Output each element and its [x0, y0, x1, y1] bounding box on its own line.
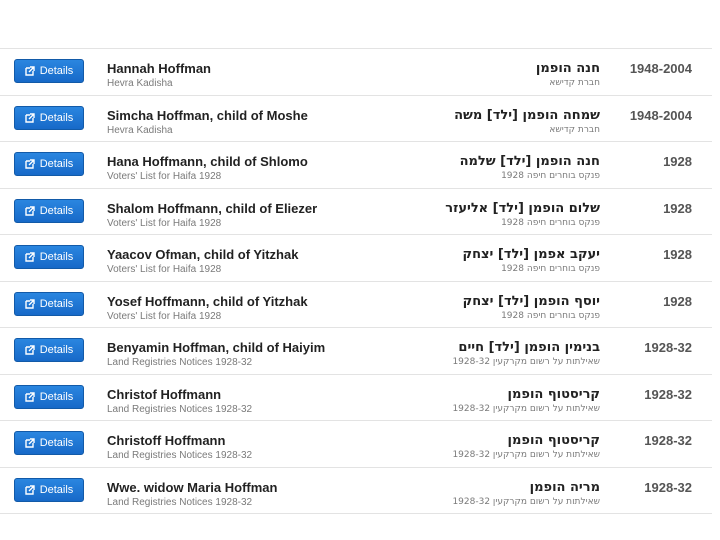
table-row: [0, 49, 712, 96]
record-years: 1928: [663, 154, 692, 169]
details-button[interactable]: [14, 292, 84, 316]
table-row: [0, 421, 712, 468]
record-name-english: Hana Hoffmann, child of Shlomo: [107, 154, 308, 169]
table-row: [0, 468, 712, 515]
details-label: Details: [39, 297, 74, 310]
record-name-hebrew: קריסטוף הופמן: [507, 386, 600, 402]
external-link-icon: [25, 485, 35, 495]
table-row: [0, 328, 712, 375]
record-source-hebrew: שאילתות על רשום מקרקעין 1928-32: [452, 450, 600, 460]
details-label: Details: [39, 65, 74, 77]
details-label: Details: [39, 251, 74, 263]
table-row: [0, 96, 712, 143]
record-name-english: Benyamin Hoffman, child of Haiyim: [107, 340, 326, 355]
external-link-icon: [25, 66, 35, 76]
external-link-icon: [25, 345, 35, 355]
record-years: 1928-32: [644, 479, 692, 495]
record-name-hebrew: שלום הופמן [ילד] אליעזר: [445, 200, 600, 216]
record-name-english: Wwe. widow Maria Hoffman: [107, 479, 278, 495]
record-years: 1928-32: [644, 433, 692, 448]
external-link-icon: [25, 438, 35, 448]
details-label: Details: [39, 437, 74, 449]
record-name-hebrew: בנימין הופמן [ילד] חיים: [458, 340, 600, 355]
details-label: Details: [39, 344, 74, 356]
details-button[interactable]: [14, 106, 84, 130]
record-name-english: Yaacov Ofman, child of Yitzhak: [107, 247, 299, 262]
record-source-english: Voters' List for Haifa 1928: [107, 217, 222, 229]
record-source-hebrew: שאילתות על רשום מקרקעין 1928-32: [452, 357, 600, 367]
record-source-hebrew: פנקס בוחרים חיפה 1928: [501, 217, 600, 228]
record-name-english: Hannah Hoffman: [107, 61, 211, 76]
record-source-english: Land Registries Notices 1928-32: [107, 357, 253, 368]
record-years: 1928-32: [644, 386, 692, 402]
details-label: Details: [39, 204, 74, 217]
record-name-hebrew: קריסטוף הופמן: [507, 433, 600, 448]
record-name-hebrew: יוסף הופמן [ילד] יצחק: [462, 293, 600, 309]
results-list: [0, 48, 712, 514]
table-row: [0, 235, 712, 282]
table-row: [0, 375, 712, 422]
table-row: [0, 189, 712, 236]
record-source-english: Voters' List for Haifa 1928: [107, 264, 222, 275]
record-source-english: Voters' List for Haifa 1928: [107, 171, 222, 182]
record-years: 1948-2004: [629, 107, 692, 123]
details-button[interactable]: [14, 245, 84, 269]
record-years: 1928: [663, 293, 692, 309]
record-source-english: Land Registries Notices 1928-32: [107, 403, 253, 415]
record-source-english: Hevra Kadisha: [107, 78, 173, 89]
record-source-hebrew: פנקס בוחרים חיפה 1928: [501, 310, 600, 321]
details-button[interactable]: [14, 338, 84, 362]
record-name-hebrew: חנה הופמן: [535, 61, 600, 76]
record-source-english: Voters' List for Haifa 1928: [107, 310, 222, 322]
external-link-icon: [25, 252, 35, 262]
record-years: 1928: [663, 247, 692, 262]
external-link-icon: [25, 113, 35, 123]
record-name-english: Yosef Hoffmann, child of Yitzhak: [107, 293, 308, 309]
record-source-english: Land Registries Notices 1928-32: [107, 450, 253, 461]
details-button[interactable]: [14, 199, 84, 223]
external-link-icon: [25, 159, 35, 169]
table-row: [0, 142, 712, 189]
record-source-hebrew: פנקס בוחרים חיפה 1928: [501, 171, 600, 181]
record-source-english: Land Registries Notices 1928-32: [107, 496, 253, 508]
record-years: 1928: [663, 200, 692, 216]
record-years: 1928-32: [644, 340, 692, 355]
record-source-hebrew: שאילתות על רשום מקרקעין 1928-32: [452, 496, 600, 507]
details-label: Details: [39, 483, 74, 496]
record-name-hebrew: שמחה הופמן [ילד] משה: [454, 107, 600, 123]
record-years: 1948-2004: [629, 61, 692, 76]
details-button[interactable]: [14, 152, 84, 176]
external-link-icon: [25, 392, 35, 402]
details-label: Details: [39, 158, 74, 170]
record-source-hebrew: חברת קדישא: [549, 78, 600, 88]
record-name-hebrew: מריה הופמן: [529, 479, 600, 495]
table-row: [0, 282, 712, 329]
details-label: Details: [39, 111, 74, 124]
record-source-english: Hevra Kadisha: [107, 124, 173, 136]
details-button[interactable]: [14, 478, 84, 502]
details-button[interactable]: [14, 431, 84, 455]
details-label: Details: [39, 390, 74, 403]
external-link-icon: [25, 299, 35, 309]
record-name-english: Shalom Hoffmann, child of Eliezer: [107, 200, 318, 216]
record-source-hebrew: שאילתות על רשום מקרקעין 1928-32: [452, 403, 600, 414]
details-button[interactable]: [14, 59, 84, 83]
record-name-hebrew: חנה הופמן [ילד] שלמה: [459, 154, 600, 169]
record-name-english: Christoff Hoffmann: [107, 433, 226, 448]
record-name-english: Christof Hoffmann: [107, 386, 222, 402]
details-button[interactable]: [14, 385, 84, 409]
external-link-icon: [25, 206, 35, 216]
record-source-hebrew: חברת קדישא: [549, 124, 600, 135]
record-name-english: Simcha Hoffman, child of Moshe: [107, 107, 308, 123]
record-name-hebrew: יעקב אפמן [ילד] יצחק: [462, 247, 600, 262]
record-source-hebrew: פנקס בוחרים חיפה 1928: [501, 264, 600, 274]
